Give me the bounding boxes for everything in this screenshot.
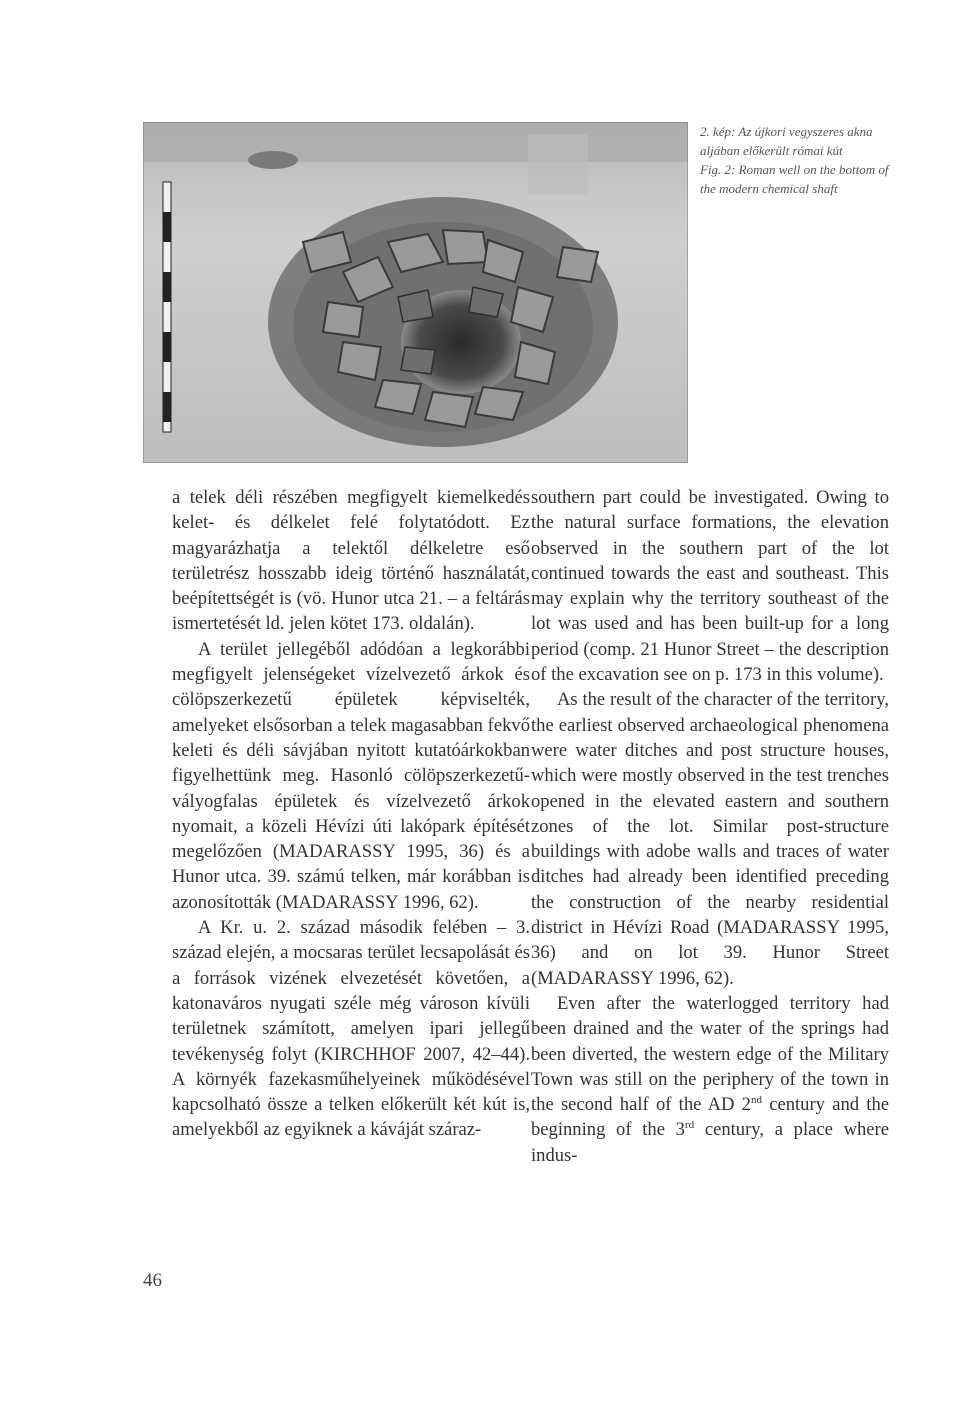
english-paragraph-3: [531, 991, 889, 1168]
figure-caption-english: Fig. 2: Roman well on the bottom of the modern chemical shaft: [700, 162, 889, 196]
ordinal-suffix-rd: rd: [684, 1119, 695, 1132]
page-number: 46: [143, 1270, 162, 1291]
hungarian-paragraph-1: a telek déli részében megfigyelt kiemelkedés kelet- és délkelet felé folytatódott. Ez magyarázhatja a telektől délkeletre eső területrész hosszabb ideig történő használatát, beépítettségét is (vö. Hunor utca 21. – a feltárás ismertetését ld. jelen kötet 173. oldalán).: [172, 487, 530, 635]
english-text-column: [531, 485, 889, 1168]
english-paragraph-3-part-a: Even after the waterlogged territory had been drained and the water of the springs had been diverted, the western edge of the Military Town was still on the periphery of the town in the second half of the AD 2: [531, 992, 889, 1116]
english-paragraph-1: southern part could be investigated. Owing to the natural surface formations, the elevation observed in the southern part of the lot continued towards the east and southeast. This may explain why the territory southeast of the lot was used and has been built-up for a long period (comp. 21 Hunor Street – the description of the excavation see on p. 173 in this volume).: [531, 487, 889, 686]
hungarian-paragraph-3: A Kr. u. 2. század második felében – 3. század elején, a mocsaras terület lecsapolását és a források vizének elvezetését követően, a katonaváros nyugati széle még városon kívüli területnek számított, amelyen ipari jellegű tevékenység folyt (KIRCHHOF 2007, 42–44). A környék fazekasműhelyeinek működésével kapcsolható össze a telken előkerült két kút is, amelyekből az egyiknek a káváját száraz-: [172, 917, 530, 1141]
ordinal-suffix-nd: nd: [750, 1093, 762, 1106]
hungarian-paragraph-2: A terület jellegéből adódóan a legkorábbi megfigyelt jelenségeket vízelvezető árkok és cölöpszerkezetű épületek képviselték, amelyeket elsősorban a telek magasabban fekvő keleti és déli sávjában nyitott kutatóárkokban figyelhettünk meg. Hasonló cölöpszerkezetű-vályogfalas épületek és vízelvezető árkok nyomait, a közeli Hévízi úti lakópark építését megelőzően (MADARASSY 1995, 36) és a Hunor utca. 39. számú telken, már korábban is azonosították (MADARASSY 1996, 62).: [172, 638, 530, 913]
figure-caption-hungarian: 2. kép: Az újkori vegyszeres akna aljában előkerült római kút: [700, 124, 873, 158]
english-paragraph-3-part-c: century, a place where indus-: [531, 1119, 889, 1166]
english-paragraph-2: As the result of the character of the territory, the earliest observed archaeological phenomena were water ditches and post structure houses, which were mostly observed in the test trenches opened in the elevated eastern and southern zones of the lot. Similar post-structure buildings with adobe walls and traces of water ditches had already been identified preceding the construction of the nearby residential district in Hévízi Road (MADARASSY 1995, 36) and on lot 39. Hunor Street (MADARASSY 1996, 62).: [531, 689, 889, 989]
well-photograph: [143, 122, 688, 463]
figure-caption: [700, 122, 900, 198]
english-paragraph-3-part-b: century and the beginning of the 3: [531, 1094, 889, 1141]
hungarian-text-column: [172, 485, 530, 1143]
